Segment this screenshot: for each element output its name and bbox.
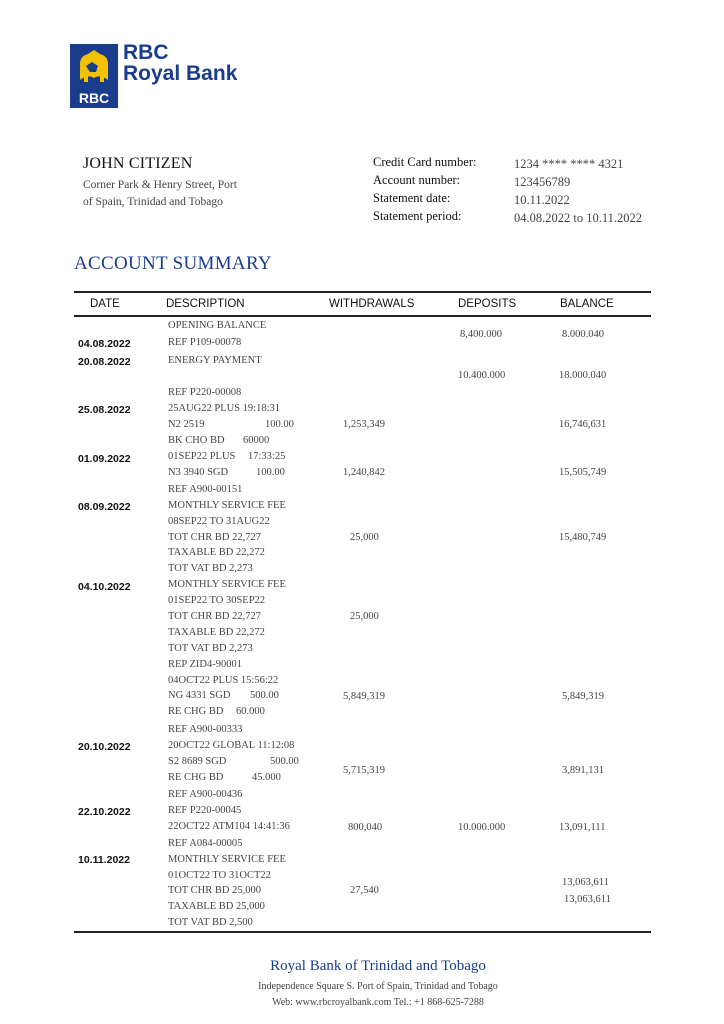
row-description: 100.00: [265, 419, 294, 430]
row-description: 17:33:25: [248, 451, 286, 462]
balance-amount: 13,063,611: [562, 877, 609, 888]
col-header-balance: BALANCE: [560, 298, 614, 310]
account-number-label: Account number:: [373, 173, 461, 187]
account-number-value: 123456789: [514, 175, 571, 189]
row-description: REF P220-00008: [168, 387, 242, 398]
deposit-amount: 10.000.000: [458, 822, 506, 833]
row-description: 22OCT22 ATM104 14:41:36: [168, 821, 290, 832]
row-description: REP ZID4-90001: [168, 659, 242, 670]
col-header-description: DESCRIPTION: [166, 298, 245, 310]
row-description: TAXABLE BD 25,000: [168, 901, 265, 912]
deposit-amount: 8,400.000: [460, 329, 502, 340]
balance-amount: 15,480,749: [559, 532, 607, 543]
table-top-rule: [74, 291, 651, 293]
row-date: 25.08.2022: [78, 404, 131, 416]
balance-amount: 5,849,319: [562, 691, 604, 702]
balance-amount: 8.000.040: [562, 329, 604, 340]
credit-card-label: Credit Card number:: [373, 155, 477, 169]
row-description: REF A900-00436: [168, 789, 243, 800]
row-description: TAXABLE BD 22,272: [168, 627, 265, 638]
row-description: 500.00: [270, 756, 299, 767]
footer-address: Independence Square S. Port of Spain, Trinidad and Tobago: [258, 981, 498, 992]
row-description: TOT VAT BD 2,273: [168, 563, 253, 574]
row-description: REF P109-00078: [168, 337, 242, 348]
col-header-deposits: DEPOSITS: [458, 298, 517, 310]
footer-bank-name: Royal Bank of Trinidad and Tobago: [270, 958, 486, 974]
row-date: 04.08.2022: [78, 338, 131, 350]
row-date: 04.10.2022: [78, 581, 131, 593]
customer-name: JOHN CITIZEN: [83, 155, 193, 172]
rbc-logo: [70, 44, 118, 108]
row-description: TAXABLE BD 22,272: [168, 547, 265, 558]
row-description: 60000: [243, 435, 270, 446]
row-description: REF A900-00151: [168, 484, 243, 495]
row-description: BK CHO BD: [168, 435, 225, 446]
row-description: N2 2519: [168, 419, 205, 430]
footer-contact: Web: www.rbcroyalbank.com Tel.: +1 868-625-7288: [272, 997, 484, 1008]
row-date: 01.09.2022: [78, 453, 131, 465]
lion-emblem-icon: [70, 44, 118, 108]
balance-amount: 16,746,631: [559, 419, 607, 430]
row-description: MONTHLY SERVICE FEE: [168, 854, 286, 865]
row-description: 01SEP22 PLUS: [168, 451, 236, 462]
balance-amount: 3,891,131: [562, 765, 604, 776]
col-header-withdrawals: WITHDRAWALS: [329, 298, 415, 310]
withdrawal-amount: 1,240,842: [343, 467, 385, 478]
row-description: 08SEP22 TO 31AUG22: [168, 516, 270, 527]
deposit-amount: 10.400.000: [458, 370, 506, 381]
row-description: RE CHG BD: [168, 706, 224, 717]
withdrawal-amount: 5,715,319: [343, 765, 385, 776]
row-date: 20.10.2022: [78, 741, 131, 753]
row-description: TOT CHR BD 22,727: [168, 611, 261, 622]
statement-date-value: 10.11.2022: [514, 193, 570, 207]
row-description: 500.00: [250, 690, 279, 701]
brand-line-2: Royal Bank: [123, 62, 238, 85]
row-description: ENERGY PAYMENT: [168, 355, 262, 366]
credit-card-value: 1234 **** **** 4321: [514, 157, 624, 171]
logo-emblem-text: RBC: [78, 90, 110, 106]
row-description: REF A084-00005: [168, 838, 243, 849]
account-summary-title: ACCOUNT SUMMARY: [74, 253, 272, 274]
row-description: NG 4331 SGD: [168, 690, 231, 701]
withdrawal-amount: 5,849,319: [343, 691, 385, 702]
balance-amount: 13,091,111: [559, 822, 606, 833]
withdrawal-amount: 25,000: [350, 532, 379, 543]
row-date: 20.08.2022: [78, 356, 131, 368]
row-description: 60.000: [236, 706, 265, 717]
row-description: TOT CHR BD 25,000: [168, 885, 261, 896]
customer-address-line-1: Corner Park & Henry Street, Port: [83, 179, 237, 191]
row-description: MONTHLY SERVICE FEE: [168, 500, 286, 511]
statement-date-label: Statement date:: [373, 191, 451, 205]
row-description: MONTHLY SERVICE FEE: [168, 579, 286, 590]
row-description: RE CHG BD: [168, 772, 224, 783]
statement-period-value: 04.08.2022 to 10.11.2022: [514, 211, 643, 225]
table-bottom-rule: [74, 931, 651, 933]
row-description: 25AUG22 PLUS 19:18:31: [168, 403, 281, 414]
statement-period-label: Statement period:: [373, 209, 462, 223]
row-description: 01OCT22 TO 31OCT22: [168, 870, 271, 881]
row-date: 08.09.2022: [78, 501, 131, 513]
row-description: 100.00: [256, 467, 285, 478]
balance-amount: 13,063,611: [564, 894, 611, 905]
row-description: TOT VAT BD 2,500: [168, 917, 253, 928]
row-description: TOT VAT BD 2,273: [168, 643, 253, 654]
col-header-date: DATE: [90, 298, 120, 310]
row-date: 10.11.2022: [78, 854, 130, 866]
customer-address-line-2: of Spain, Trinidad and Tobago: [83, 196, 223, 208]
balance-amount: 18.000.040: [559, 370, 607, 381]
row-description: 20OCT22 GLOBAL 11:12:08: [168, 740, 295, 751]
brand-line-1: RBC: [123, 41, 169, 64]
row-description: S2 8689 SGD: [168, 756, 227, 767]
row-description: N3 3940 SGD: [168, 467, 229, 478]
withdrawal-amount: 27,540: [350, 885, 379, 896]
row-description: TOT CHR BD 22,727: [168, 532, 261, 543]
row-description: 04OCT22 PLUS 15:56:22: [168, 675, 279, 686]
withdrawal-amount: 1,253,349: [343, 419, 385, 430]
row-description: OPENING BALANCE: [168, 320, 267, 331]
withdrawal-amount: 800,040: [348, 822, 383, 833]
row-description: REF A900-00333: [168, 724, 243, 735]
row-description: 01SEP22 TO 30SEP22: [168, 595, 266, 606]
row-date: 22.10.2022: [78, 806, 131, 818]
row-description: REF P220-00045: [168, 805, 242, 816]
withdrawal-amount: 25,000: [350, 611, 379, 622]
table-header-rule: [74, 315, 651, 317]
balance-amount: 15,505,749: [559, 467, 607, 478]
row-description: 45.000: [252, 772, 281, 783]
